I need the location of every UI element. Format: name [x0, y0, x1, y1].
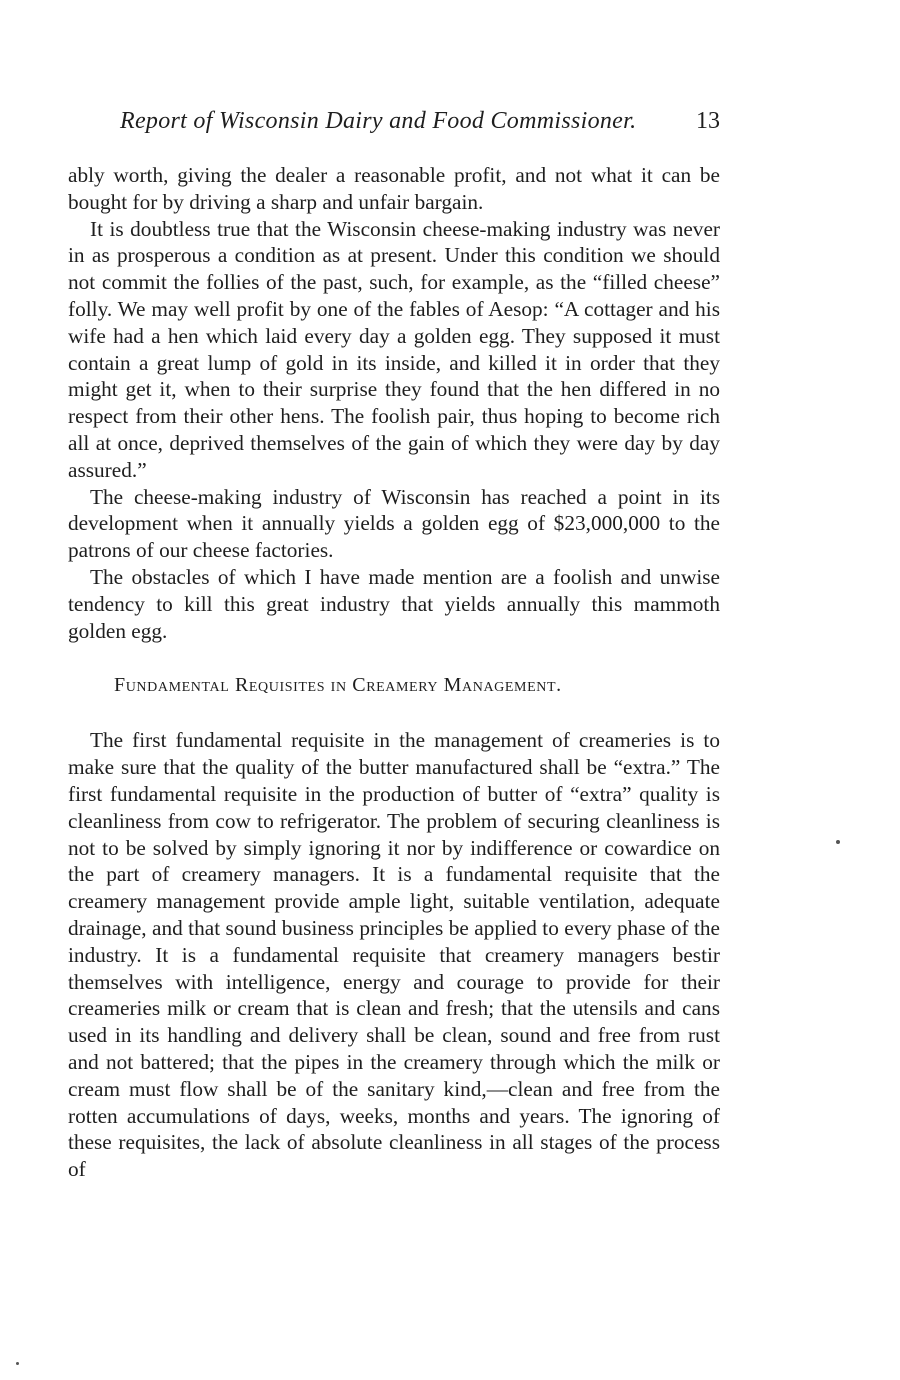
document-page: [68, 108, 720, 1183]
page-number: 13: [696, 108, 720, 134]
print-speck: [836, 840, 840, 844]
paragraph-continuation: ably worth, giving the dealer a reasonable profit, and not what it can be bought for by driving a sharp and unfair bargain.: [68, 163, 720, 214]
paragraph-creamery-requisites: The first fundamental requisite in the management of creameries is to make sure that the quality of the butter manufactured shall be “extra.” The first fundamental requisite in the production of butter of “extra” quality is cleanliness from cow to refrigerator. The problem of securing cleanliness is not to be solved by simply ignoring it nor by indifference or cowardice on the part of creamery managers. It is a fundamental requisite that the creamery management provide ample light, suitable ventilation, adequate drainage, and that sound business principles be applied to every phase of the industry. It is a fundamental requisite that creamery managers bestir themselves with intelligence, energy and courage to provide for their creameries milk or cream that is clean and fresh; that the utensils and cans used in its handling and delivery shall be clean, sound and free from rust and not battered; that the pipes in the creamery through which the milk or cream must flow shall be of the sanitary kind,—clean and free from the rotten accumulations of days, weeks, months and years. The ignoring of these requisites, the lack of absolute cleanliness in all stages of the process of: [68, 728, 720, 1182]
running-title: Report of Wisconsin Dairy and Food Commissioner.: [120, 108, 637, 134]
paragraph-golden-egg: The cheese-making industry of Wisconsin has reached a point in its development when it annually yields a golden egg of $23,000,000 to the patrons of our cheese factories.: [68, 484, 720, 563]
section-heading: Fundamental Requisites in Creamery Management.: [114, 674, 562, 697]
print-speck: [16, 1362, 19, 1365]
paragraph-obstacles: The obstacles of which I have made mention are a foolish and unwise tendency to kill this great industry that yields annually this mammoth golden egg.: [68, 564, 720, 643]
paragraph-cheese-industry: It is doubtless true that the Wisconsin cheese-making industry was never in as prosperous a condition as at present. Under this condition we should not commit the follies of the past, such, for example, as the “filled cheese” folly. We may well profit by one of the fables of Aesop: “A cottager and his wife had a hen which laid every day a golden egg. They supposed it must contain a great lump of gold in its inside, and killed it in order that they might get it, when to their surprise they found that the hen differed in no respect from their other hens. The foolish pair, thus hoping to become rich all at once, deprived themselves of the gain of which they were day by day assured.”: [68, 216, 720, 482]
running-header: [68, 108, 720, 140]
